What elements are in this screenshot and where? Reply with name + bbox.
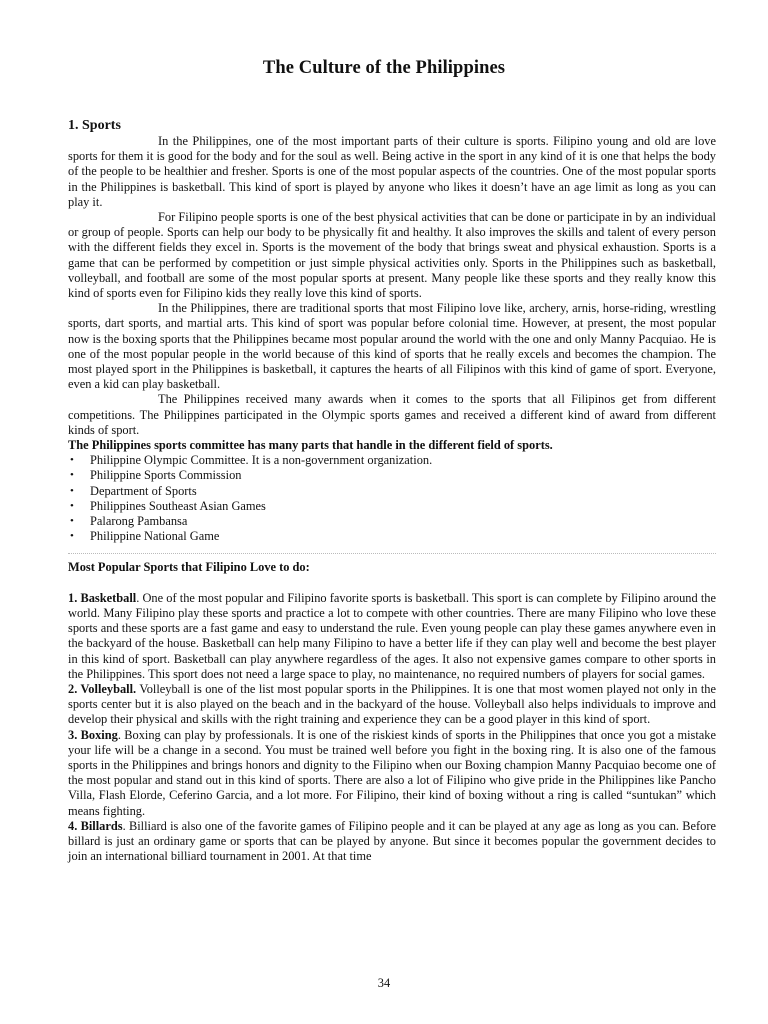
document-body	[68, 134, 716, 864]
sport-label: 2. Volleyball.	[68, 681, 137, 696]
page-title: The Culture of the Philippines	[262, 58, 506, 78]
popular-sports-heading: Most Popular Sports that Filipino Love to do:	[68, 560, 310, 575]
paragraph: In the Philippines, there are traditional sports that most Filipino love like, archery, arnis, horse-riding, wrestling sports, dart sports, and martial arts. This kind of sport was popular before colonial time. However, at present, the most popular now is the boxing sports that the Philippines became most popular around the world with the one and only Manny Pacquiao. He is one of the most popular people in the world because of this kind of sports that he really excels and becomes the champion. The most played sport in the Philippines is basketball, it captures the hearts of all Filipinos with this kind of game of sport. Everyone, even a kid can play basketball.	[68, 301, 716, 392]
sport-item-billards	[68, 819, 716, 865]
list-item: • Philippine Sports Commission	[68, 468, 716, 483]
page-number: 34	[377, 976, 391, 990]
sport-item-basketball	[68, 591, 716, 682]
paragraph: The Philippines received many awards when it comes to the sports that all Filipinos get from different competitions. The Philippines participated in the Olympic sports games and received a different kind of award from different kinds of sport.	[68, 392, 716, 437]
dotted-divider	[68, 553, 716, 554]
committee-heading: The Philippines sports committee has many parts that handle in the different field of sports.	[68, 438, 553, 453]
sport-text: . One of the most popular and Filipino favorite sports is basketball. This sport is can complete by Filipino around the world. Many Filipino play these sports and practice a lot to compete with other countries. There are many Filipino who love these sports and these sports are a fast game and easy to understand the rule. Even young people can play these games anywhere even in the backyard of the house. Basketball can help many Filipino to have a better life if they can play well and become the best player in this kind of sport. Basketball can play anywhere regardless of the ages. It also not expensive games compare to other sports in the Philippines. This sport does not need a large space to play, no maintenance, no required numbers of players for social games.	[68, 590, 716, 681]
sport-label: 3. Boxing	[68, 727, 118, 742]
sport-label: 4. Billards	[68, 818, 123, 833]
sport-item-volleyball	[68, 682, 716, 728]
list-item: • Philippines Southeast Asian Games	[68, 499, 716, 514]
sport-text: . Boxing can play by professionals. It is one of the riskiest kinds of sports in the Philippines that once you got a mistake your life will be a change in a second. You must be trained well before you fight in the boxing ring. It is also one of the famous sports in the Philippines and brings honors and dignity to the Filipino when our Boxing champion Manny Pacquiao become one of the most popular and stand out in this kind of sports. There are also a lot of Filipino who give pride in the Philippines like Pancho Villa, Flash Elorde, Ceferino Garcia, and a lot more. For Filipino, their kind of boxing without a ring is called “suntukan” which means fighting.	[68, 727, 717, 818]
sport-label: 1. Basketball	[68, 590, 137, 605]
list-item: • Department of Sports	[68, 484, 716, 499]
paragraph: In the Philippines, one of the most important parts of their culture is sports. Filipino young and old are love sports for them it is good for the body and for the soul as well. Being active in the sport in any kind of it is one that helps the body of the people to be healthier and fresher. Sports is one of the most popular aspects of the countries. One of the most popular sports in the Philippines is basketball. This kind of sport is played by anyone who likes it doesn’t have an age limit as long as you can play it.	[68, 134, 716, 209]
sport-item-boxing	[68, 728, 716, 819]
section-heading-sports: 1. Sports	[68, 118, 121, 133]
paragraph: For Filipino people sports is one of the best physical activities that can be done or participate in by an individual or group of people. Sports can help our body to be physically fit and healthy. It also improves the skills and talent of every person with the different fields they excel in. Sports is the movement of the body that brings sweat and physical exhaustion. Sports is a game that can be performed by competition or just simple physical activities only. Sports in the Philippines such as basketball, volleyball, and football are some of the most popular sports at present. Many people like these sports and they really know this kind of sports even for Filipino kids they really love this kind of sports.	[68, 210, 716, 301]
list-item: • Philippine Olympic Committee. It is a non-government organization.	[68, 453, 716, 468]
list-item: • Palarong Pambansa	[68, 514, 716, 529]
committee-list	[68, 453, 716, 544]
list-item: • Philippine National Game	[68, 529, 716, 544]
sport-text: . Billiard is also one of the favorite games of Filipino people and it can be played at any age as long as you can. Before billard is just an ordinary game or sports that can be played by anyone. But since it becomes popular the government decides to join an international billiard tournament in 2001. At that time	[68, 818, 716, 864]
sport-text: Volleyball is one of the list most popular sports in the Philippines. It is one that most women played not only in the sports center but it is also played on the beach and in the backyard of the house. Volleyball also helps individuals to improve and develop their physical and skills with the right training and experience they can be a good player in this kind of sport.	[68, 681, 716, 727]
